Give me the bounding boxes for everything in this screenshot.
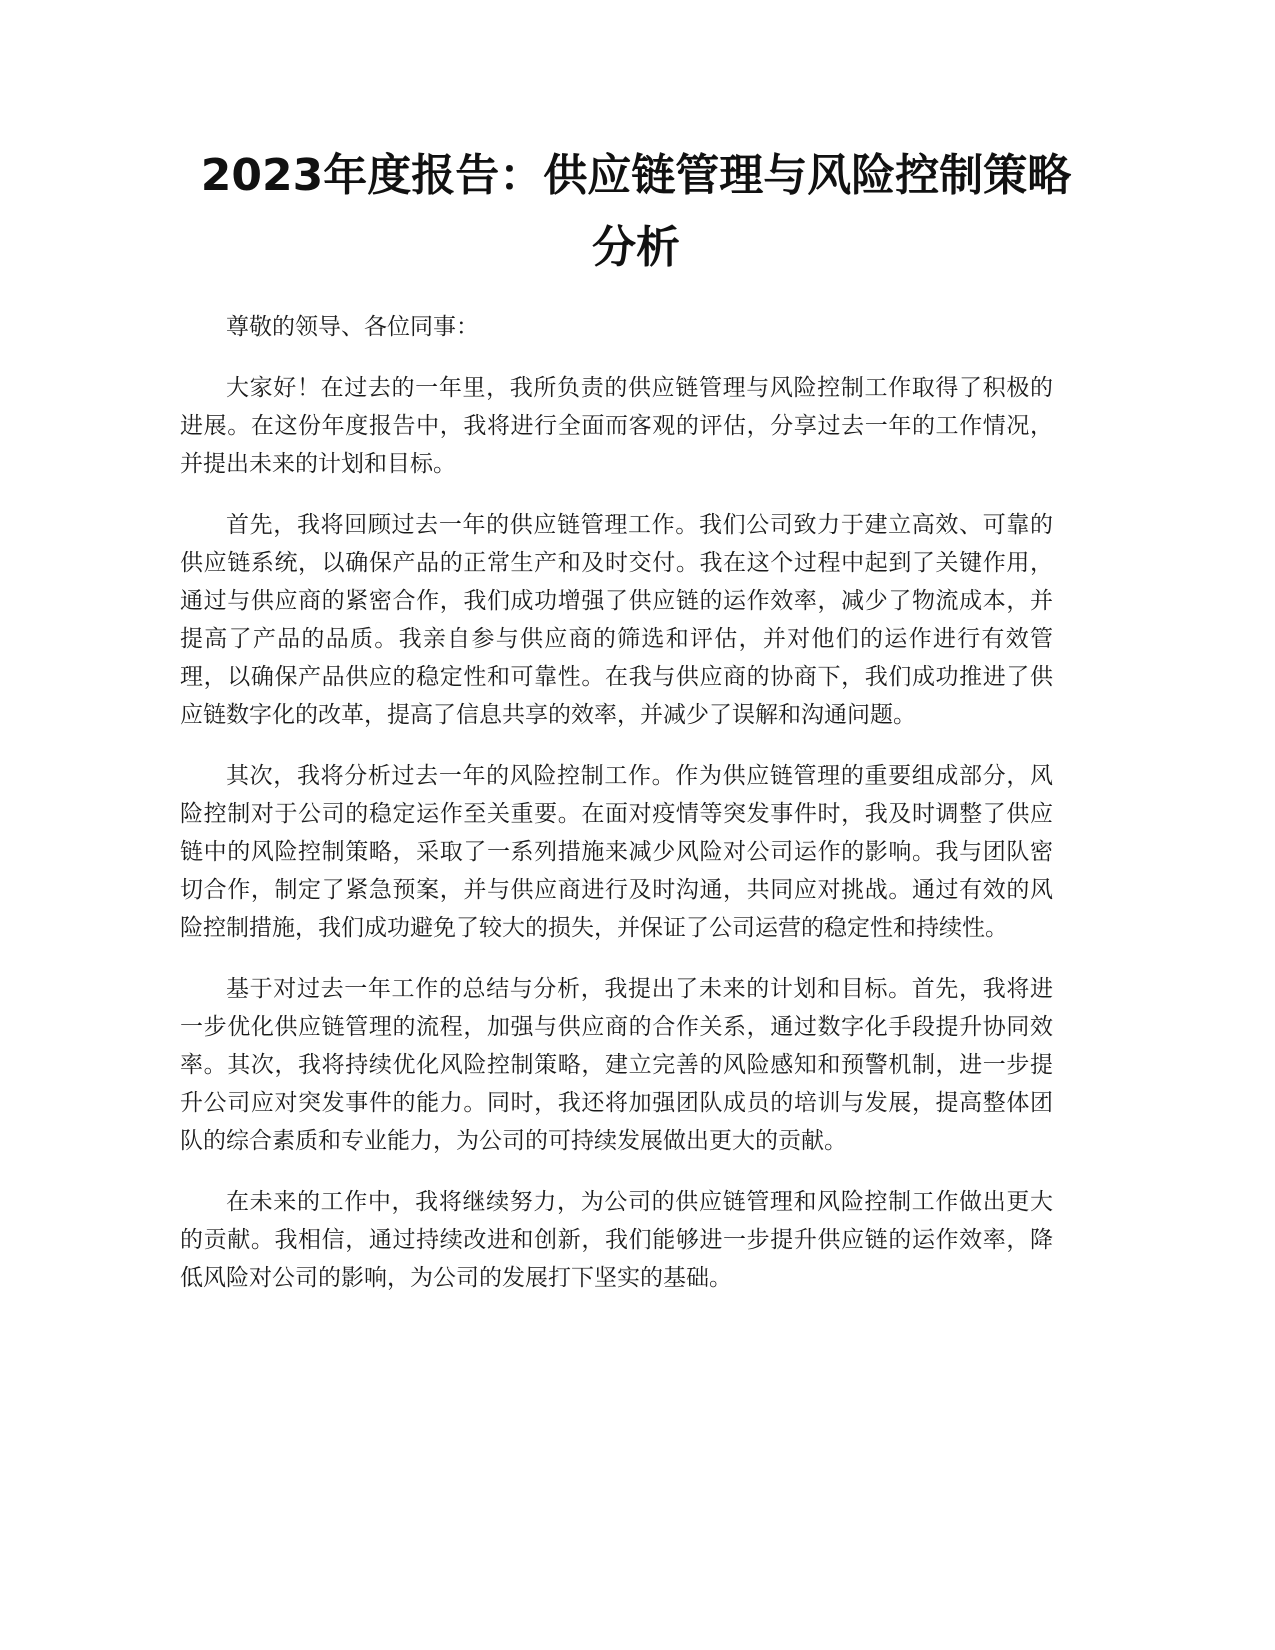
supply-chain-review-paragraph: 首先，我将回顾过去一年的供应链管理工作。我们公司致力于建立高效、可靠的供应链系统，以确保产品的正常生产和及时交付。我在这个过程中起到了关键作用，通过与供应商的紧密合作，我们成功增强了供应链的运作效率，减少了物流成本，并提高了产品的品质。我亲自参与供应商的筛选和评估，并对他们的运作进行有效管理，以确保产品供应的稳定性和可靠性。在我与供应商的协商下，我们成功推进了供应链数字化的改革，提高了信息共享的效率，并减少了误解和沟通问题。 (180, 512, 1053, 728)
document-title: 2023年度报告：供应链管理与风险控制策略分析 (200, 150, 1072, 273)
risk-control-analysis-paragraph: 其次，我将分析过去一年的风险控制工作。作为供应链管理的重要组成部分，风险控制对于公司的稳定运作至关重要。在面对疫情等突发事件时，我及时调整了供应链中的风险控制策略，采取了一系列措施来减少风险对公司运作的影响。我与团队密切合作，制定了紧急预案，并与供应商进行及时沟通，共同应对挑战。通过有效的风险控制措施，我们成功避免了较大的损失，并保证了公司运营的稳定性和持续性。 (180, 763, 1053, 941)
intro-paragraph: 大家好！在过去的一年里，我所负责的供应链管理与风险控制工作取得了积极的进展。在这份年度报告中，我将进行全面而客观的评估，分享过去一年的工作情况，并提出未来的计划和目标。 (180, 375, 1053, 477)
salutation-paragraph: 尊敬的领导、各位同事： (226, 314, 479, 340)
document-body (180, 308, 1053, 1320)
future-plan-paragraph: 基于对过去一年工作的总结与分析，我提出了未来的计划和目标。首先，我将进一步优化供应链管理的流程，加强与供应商的合作关系，通过数字化手段提升协同效率。其次，我将持续优化风险控制策略，建立完善的风险感知和预警机制，进一步提升公司应对突发事件的能力。同时，我还将加强团队成员的培训与发展，提高整体团队的综合素质和专业能力，为公司的可持续发展做出更大的贡献。 (180, 976, 1053, 1154)
closing-paragraph: 在未来的工作中，我将继续努力，为公司的供应链管理和风险控制工作做出更大的贡献。我相信，通过持续改进和创新，我们能够进一步提升供应链的运作效率，降低风险对公司的影响，为公司的发展打下坚实的基础。 (180, 1189, 1053, 1291)
